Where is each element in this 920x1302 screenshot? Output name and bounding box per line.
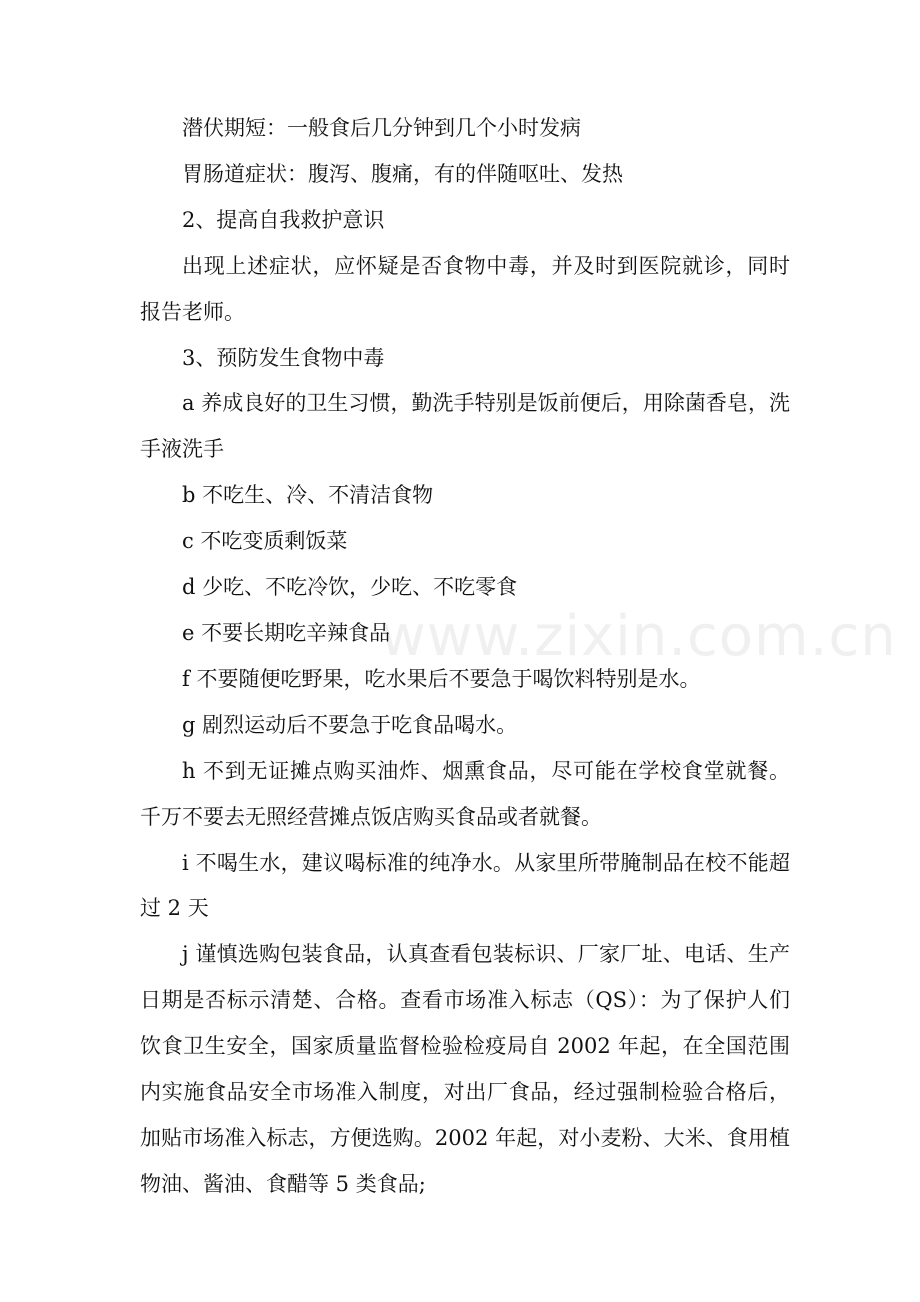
paragraph-incubation: 潜伏期短：一般食后几分钟到几个小时发病 (182, 116, 581, 140)
paragraph-gi-symptoms: 胃肠道症状：腹泻、腹痛，有的伴随呕吐、发热 (182, 161, 623, 186)
paragraph-seek-treatment: 出现上述症状，应怀疑是否食物中毒，并及时到医院就诊，同时报告老师。 (140, 253, 790, 324)
list-item-c: c 不吃变质剩饭菜 (182, 529, 348, 554)
list-item-b: b 不吃生、冷、不清洁食物 (182, 483, 434, 508)
document-body (140, 106, 790, 1208)
list-item-e: e 不要长期吃辛辣食品 (182, 620, 391, 645)
list-item-a: a 养成良好的卫生习惯，勤洗手特别是饭前便后，用除菌香皂，洗手液洗手 (140, 391, 790, 462)
section-heading-self-rescue: 2、提高自我救护意识 (182, 207, 385, 232)
list-item-j: j 谨慎选购包装食品，认真查看包装标识、厂家厂址、电话、生产日期是否标示清楚、合格。查看市场准入标志（QS）：为了保护人们饮食卫生安全，国家质量监督检验检疫局自 2002 年起，在全国范围内实施食品安全市场准入制度，对出厂食品，经过强制检验合格后，加贴市场准入标志，方便选购。2002 年起，对小麦粉、大米、食用植物油、酱油、食醋等 5 类食品; (140, 942, 790, 1196)
list-item-f: f 不要随便吃野果，吃水果后不要急于喝饮料特别是水。 (182, 666, 701, 691)
list-item-h: h 不到无证摊点购买油炸、烟熏食品，尽可能在学校食堂就餐。千万不要去无照经营摊点饭店购买食品或者就餐。 (140, 758, 790, 829)
list-item-d: d 少吃、不吃冷饮，少吃、不吃零食 (182, 575, 518, 600)
list-item-g: g 剧烈运动后不要急于吃食品喝水。 (182, 712, 518, 737)
section-heading-prevention: 3、预防发生食物中毒 (182, 345, 385, 370)
list-item-i: i 不喝生水，建议喝标准的纯净水。从家里所带腌制品在校不能超过 2 天 (140, 850, 790, 921)
watermark: www.zixin.com.cn (380, 604, 897, 669)
